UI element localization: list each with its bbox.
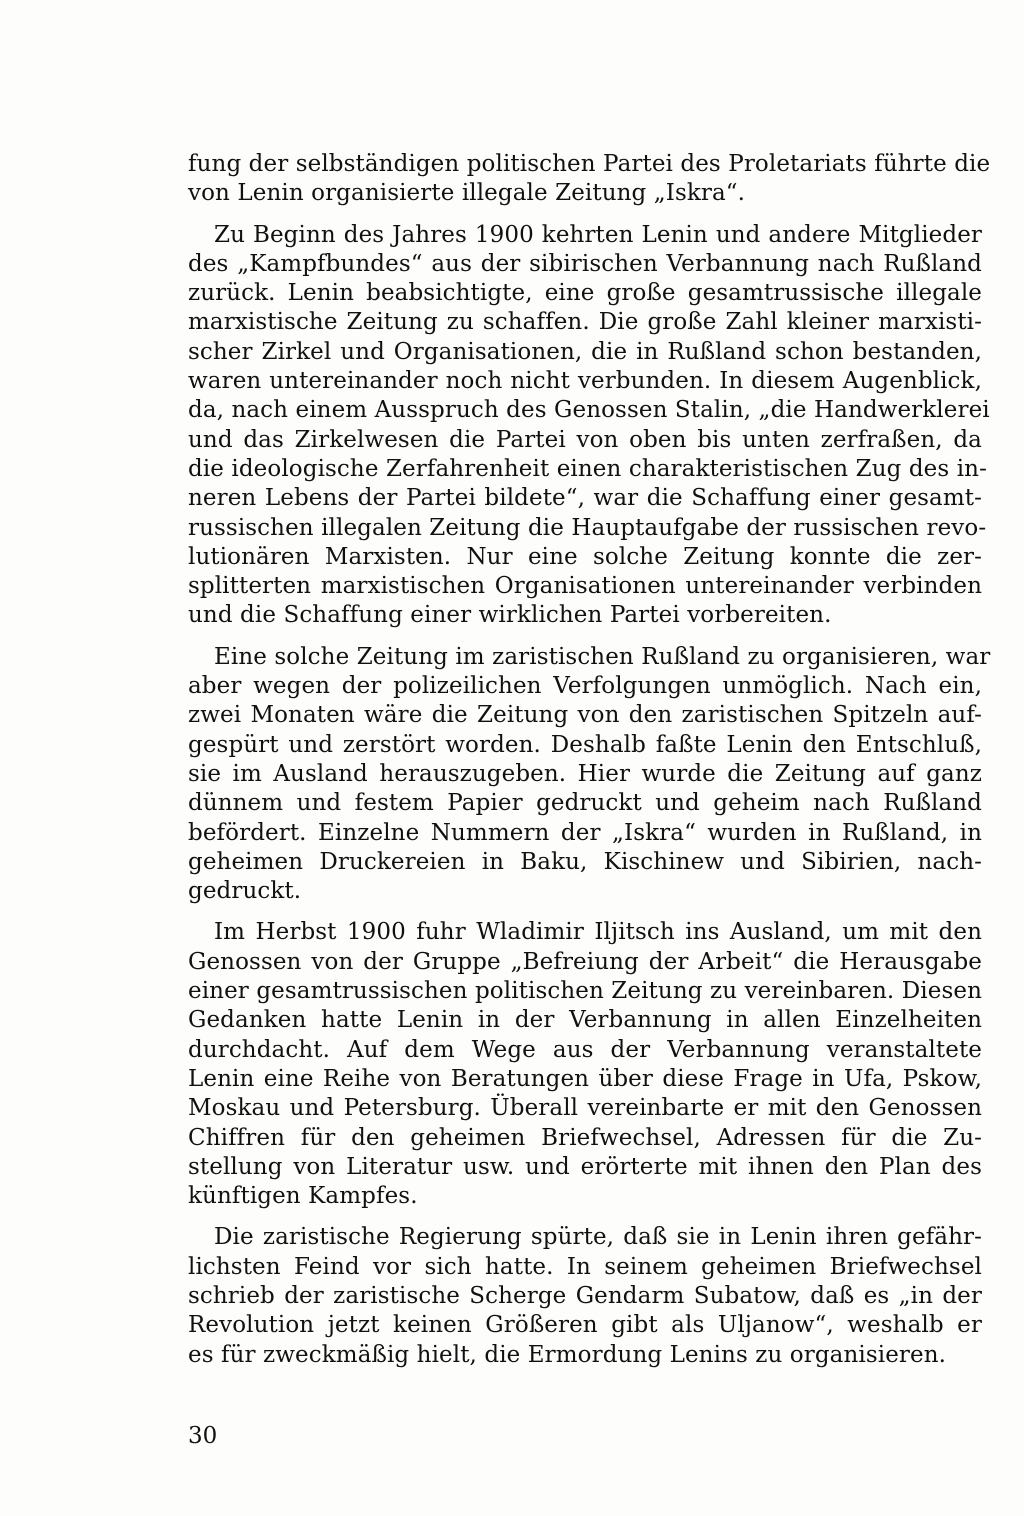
text-line: Im Herbst 1900 fuhr Wladimir Iljitsch ins Ausland, um mit den xyxy=(214,919,982,946)
text-line: des „Kampfbundes“ aus der sibirischen Verbannung nach Rußland xyxy=(188,250,982,277)
text-line: russischen illegalen Zeitung die Hauptaufgabe der russischen revo- xyxy=(188,514,987,541)
page-number: 30 xyxy=(188,1423,218,1449)
text-line: lichsten Feind vor sich hatte. In seinem geheimen Briefwechsel xyxy=(188,1253,982,1280)
text-line: marxistische Zeitung zu schaffen. Die große Zahl kleiner marxisti- xyxy=(188,309,982,336)
body-text xyxy=(188,150,991,1382)
text-line: von Lenin organisierte illegale Zeitung „Iskra“. xyxy=(188,180,746,207)
paragraph-3 xyxy=(188,643,991,907)
text-line: die ideologische Zerfahrenheit einen charakteristischen Zug des in- xyxy=(188,455,987,482)
text-line: einer gesamtrussischen politischen Zeitung zu vereinbaren. Diesen xyxy=(188,978,982,1005)
text-line: künftigen Kampfes. xyxy=(188,1183,418,1210)
text-line: waren untereinander noch nicht verbunden. In diesem Augenblick, xyxy=(188,368,982,395)
text-line: befördert. Einzelne Nummern der „Iskra“ wurden in Rußland, in xyxy=(188,819,982,846)
text-line: zurück. Lenin beabsichtigte, eine große gesamtrussische illegale xyxy=(188,280,982,307)
text-line: Lenin eine Reihe von Beratungen über diese Frage in Ufa, Pskow, xyxy=(188,1065,982,1092)
text-line: und das Zirkelwesen die Partei von oben bis unten zerfraßen, da xyxy=(188,426,982,453)
text-line: durchdacht. Auf dem Wege aus der Verbannung veranstaltete xyxy=(188,1036,982,1063)
text-line: aber wegen der polizeilichen Verfolgungen unmöglich. Nach ein, xyxy=(188,673,982,700)
text-line: da, nach einem Ausspruch des Genossen Stalin, „die Handwerklerei xyxy=(188,397,990,424)
text-line: Revolution jetzt keinen Größeren gibt als Uljanow“, weshalb er xyxy=(188,1312,982,1339)
text-line: und die Schaffung einer wirklichen Partei vorbereiten. xyxy=(188,602,832,629)
paragraph-4 xyxy=(188,918,982,1211)
text-line: Gedanken hatte Lenin in der Verbannung in allen Einzelheiten xyxy=(188,1007,982,1034)
paragraph-5 xyxy=(188,1223,982,1369)
text-line: Eine solche Zeitung im zaristischen Rußland zu organisieren, war xyxy=(214,643,991,670)
paragraph-2 xyxy=(188,221,990,631)
paragraph-1 xyxy=(188,150,991,209)
text-line: zwei Monaten wäre die Zeitung von den zaristischen Spitzeln auf- xyxy=(188,702,982,729)
text-line: schrieb der zaristische Scherge Gendarm Subatow, daß es „in der xyxy=(188,1282,982,1309)
text-line: es für zweckmäßig hielt, die Ermordung Lenins zu organisieren. xyxy=(188,1341,947,1368)
text-line: Die zaristische Regierung spürte, daß sie in Lenin ihren gefähr- xyxy=(214,1224,982,1251)
text-line: lutionären Marxisten. Nur eine solche Zeitung konnte die zer- xyxy=(188,543,982,570)
text-line: Moskau und Petersburg. Überall vereinbarte er mit den Genossen xyxy=(188,1095,982,1122)
text-line: neren Lebens der Partei bildete“, war die Schaffung einer gesamt- xyxy=(188,485,982,512)
text-line: fung der selbständigen politischen Partei des Proletariats führte die xyxy=(188,151,991,177)
text-line: gespürt und zerstört worden. Deshalb faßte Lenin den Entschluß, xyxy=(188,731,982,758)
text-line: sie im Ausland herauszugeben. Hier wurde die Zeitung auf ganz xyxy=(188,760,982,787)
text-line: dünnem und festem Papier gedruckt und geheim nach Rußland xyxy=(188,790,982,817)
text-line: Zu Beginn des Jahres 1900 kehrten Lenin und andere Mitglieder xyxy=(214,221,982,248)
text-line: splitterten marxistischen Organisationen untereinander verbinden xyxy=(188,573,982,600)
text-line: scher Zirkel und Organisationen, die in Rußland schon bestanden, xyxy=(188,338,982,365)
text-line: Genossen von der Gruppe „Befreiung der Arbeit“ die Herausgabe xyxy=(188,948,982,975)
text-line: geheimen Druckereien in Baku, Kischinew und Sibirien, nach- xyxy=(188,848,982,875)
text-line: stellung von Literatur usw. und erörterte mit ihnen den Plan des xyxy=(188,1153,982,1180)
text-line: Chiffren für den geheimen Briefwechsel, Adressen für die Zu- xyxy=(188,1124,982,1151)
text-line: gedruckt. xyxy=(188,878,302,905)
